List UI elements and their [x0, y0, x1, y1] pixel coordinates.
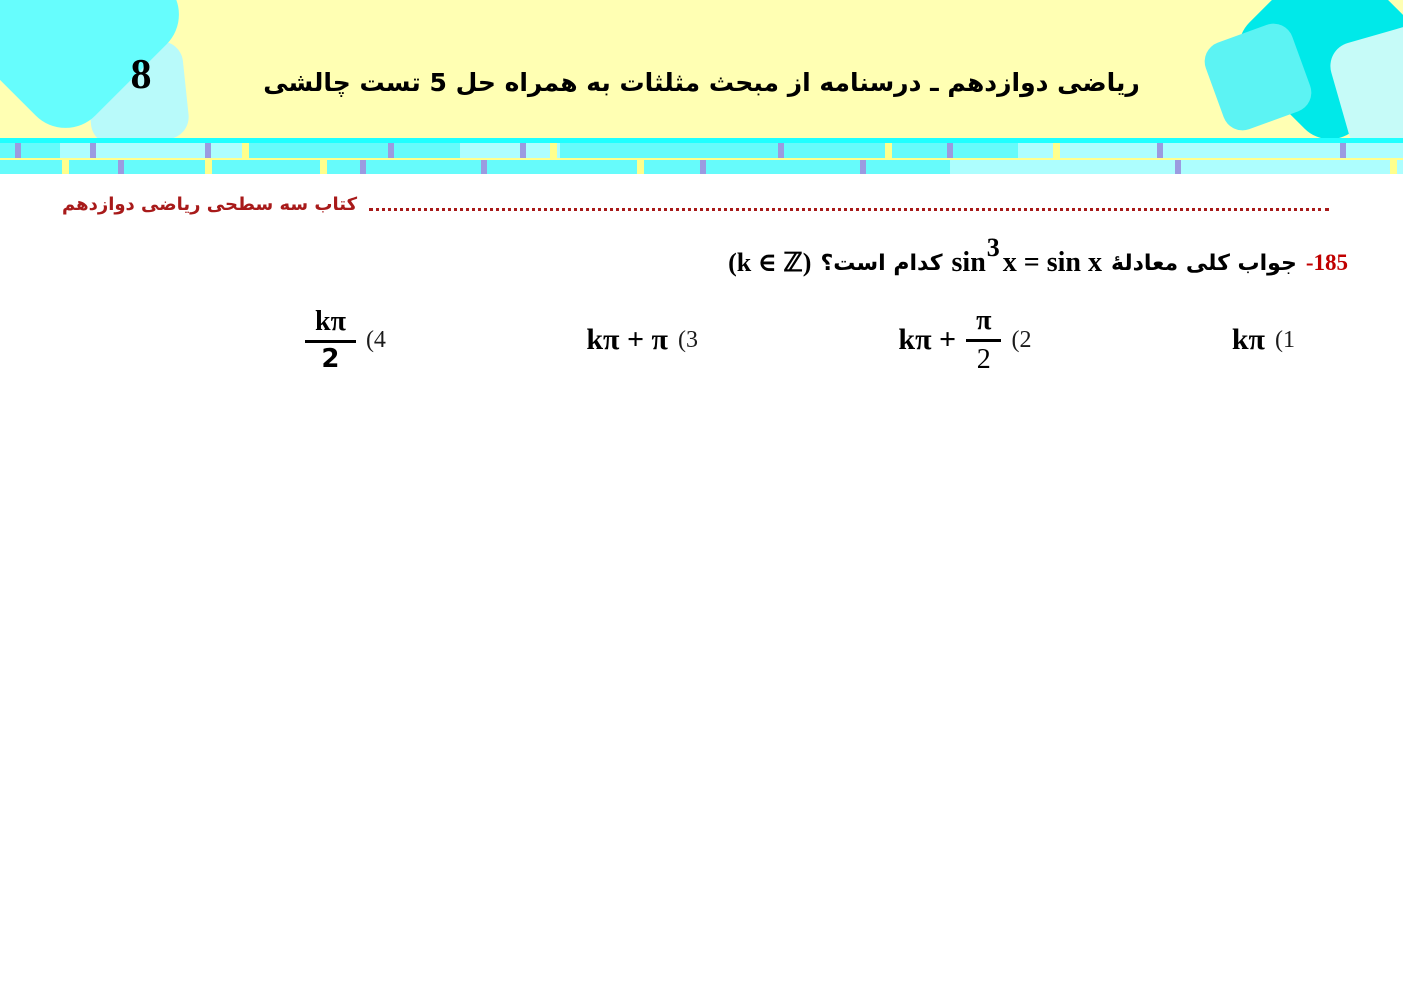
option-3-label: (3 [678, 326, 698, 353]
band-tick [637, 160, 644, 174]
band-tick [205, 160, 212, 174]
option-2-fraction [966, 306, 1001, 374]
option-1-label: (1 [1275, 326, 1295, 353]
band-tick [118, 160, 124, 174]
domain-note: (k ∈ ℤ) [728, 248, 812, 277]
fraction-denominator: 2 [305, 340, 356, 373]
band-tick [885, 143, 892, 158]
band-tick [320, 160, 327, 174]
band-tick [90, 143, 96, 158]
band-tick [1340, 143, 1346, 158]
exponent: 3 [986, 233, 1000, 262]
equals-sign: = [1023, 247, 1040, 278]
sin-x-rhs: sin x [1046, 247, 1102, 278]
option-4-fraction [305, 307, 356, 373]
page-header [0, 0, 1403, 138]
band-tile [460, 143, 560, 158]
fraction-numerator: π [976, 305, 992, 337]
band-row-2 [0, 160, 1403, 174]
band-tick [947, 143, 953, 158]
band-tick [1175, 160, 1181, 174]
option-1 [1232, 323, 1295, 357]
option-2-lead: kπ + [898, 323, 957, 356]
band-tick [860, 160, 866, 174]
band-tick [1157, 143, 1163, 158]
question-equation [951, 233, 1102, 279]
variable-x: x [1002, 247, 1017, 278]
question-text-after: کدام است؟ [820, 250, 943, 276]
page-title: ریاضی دوازدهم ـ درسنامه از مبحث مثلثات به همراه حل 5 تست چالشی [263, 68, 1140, 97]
separator-label: کتاب سه سطحی ریاضی دوازدهم [62, 194, 358, 215]
option-4-label: (4 [365, 326, 386, 353]
fraction-denominator: 2 [966, 339, 1001, 374]
section-separator [62, 194, 1333, 216]
option-3-formula: kπ + π [586, 323, 668, 356]
sin-function: sin [951, 247, 986, 278]
band-tile [60, 143, 245, 158]
band-tick [700, 160, 706, 174]
band-tick [778, 143, 784, 158]
band-tick [15, 143, 21, 158]
band-tick [388, 143, 394, 158]
question-row [728, 233, 1348, 290]
options-row [305, 300, 1295, 380]
band-row-1 [0, 143, 1403, 158]
option-4 [305, 307, 386, 373]
band-tick [1053, 143, 1060, 158]
dotted-leader [369, 207, 1329, 211]
option-2 [898, 306, 1031, 374]
band-tick [62, 160, 69, 174]
option-2-label: (2 [1011, 326, 1032, 353]
band-tick [242, 143, 249, 158]
question-number: 185- [1305, 250, 1348, 275]
band-tick [205, 143, 211, 158]
question-text-before: جواب کلی معادلهٔ [1110, 250, 1297, 276]
band-tick [520, 143, 526, 158]
page-number: 8 [130, 52, 152, 98]
band-tick [550, 143, 557, 158]
option-3 [586, 323, 698, 357]
fraction-numerator: kπ [315, 306, 346, 338]
band-tick [1390, 160, 1397, 174]
decorative-band [0, 138, 1403, 174]
option-1-formula: kπ [1231, 323, 1265, 356]
band-tick [360, 160, 366, 174]
band-tick [481, 160, 487, 174]
